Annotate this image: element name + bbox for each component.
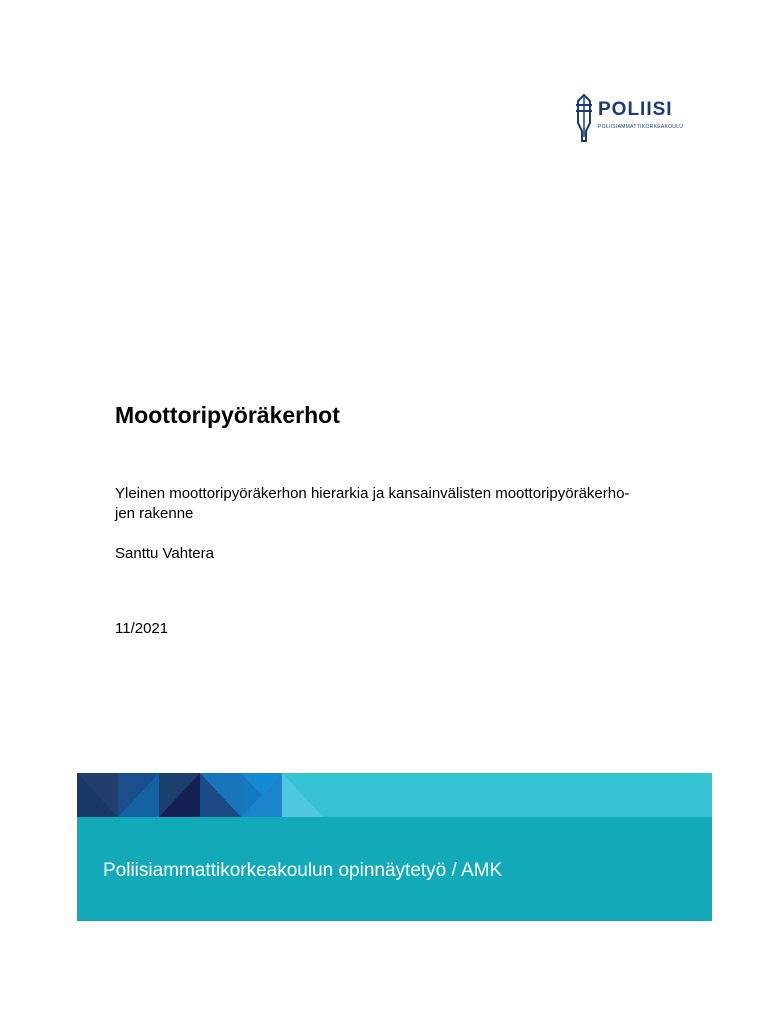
logo-name: POLIISI	[598, 99, 673, 120]
document-subtitle	[115, 484, 690, 524]
banner-text: Poliisiammattikorkeakoulun opinnäytetyö / AMK	[103, 860, 503, 881]
document-title: Moottoripyöräkerhot	[115, 402, 340, 428]
document-author: Santtu Vahtera	[115, 545, 214, 562]
document-date: 11/2021	[115, 620, 169, 637]
subtitle-line-1: Yleinen moottoripyöräkerhon hierarkia ja kansainvälisten moottoripyöräkerho-	[115, 485, 630, 502]
logo-subtitle: POLIISIAMMATTIKORKEAKOULU	[598, 124, 684, 130]
banner-pattern	[77, 773, 712, 921]
police-sword-emblem-icon	[572, 93, 596, 145]
footer-banner	[77, 773, 712, 921]
police-logo	[572, 93, 690, 145]
subtitle-line-2: jen rakenne	[115, 505, 194, 522]
